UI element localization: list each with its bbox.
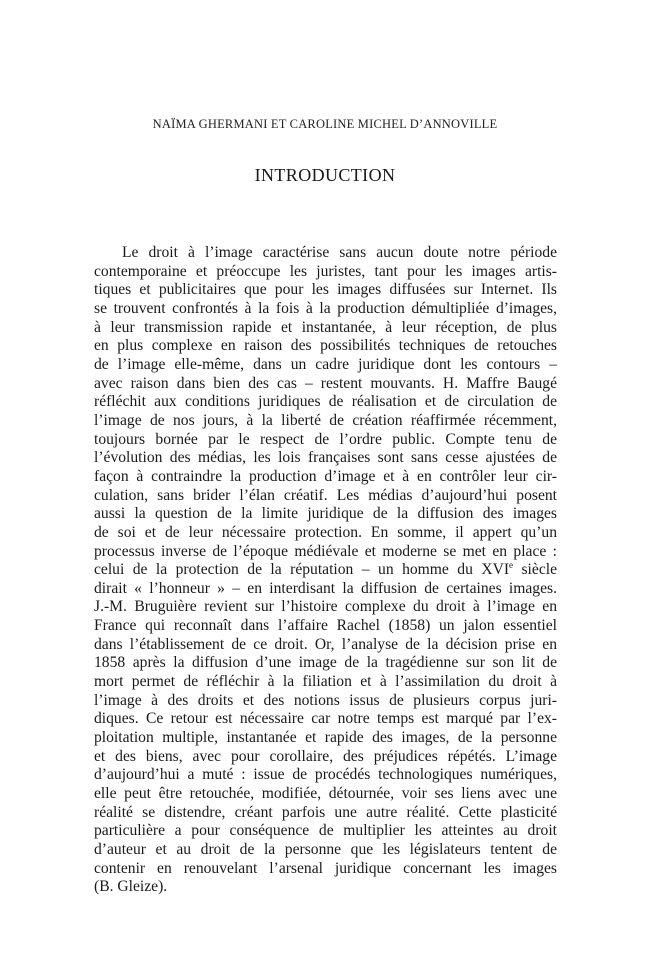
- paragraph-line: elle peut être retouchée, modifiée, détournée, voir ses liens avec une: [94, 785, 557, 803]
- paragraph-line: d’aujourd’hui a muté : issue de procédés technologiques numériques,: [94, 766, 557, 784]
- paragraph-line: se trouvent confrontés à la fois à la production démultipliée d’images,: [94, 299, 557, 317]
- paragraph-line: ploitation multiple, instantanée et rapide des images, de la personne: [94, 729, 557, 747]
- paragraph-line: France qui reconnaît dans l’affaire Rachel (1858) un jalon essentiel: [94, 617, 557, 635]
- paragraph-line: à leur transmission rapide et instantanée, à leur réception, de plus: [94, 318, 557, 336]
- line-tail: siècle: [513, 561, 557, 579]
- paragraph-line: et des biens, avec pour corollaire, des préjudices répétés. L’image: [94, 747, 557, 765]
- paragraph-line: diques. Ce retour est nécessaire car notre temps est marqué par l’ex-: [94, 710, 557, 728]
- paragraph-line: toujours bornée par le respect de l’ordre public. Compte tenu de: [94, 430, 557, 448]
- paragraph-line: tiques et publicitaires que pour les images diffusées sur Internet. Ils: [94, 281, 557, 299]
- paragraph-line: mort permet de réfléchir à la filiation et à l’assimilation du droit à: [94, 673, 557, 691]
- paragraph-line: d’auteur et au droit de la personne que les législateurs tentent de: [94, 841, 557, 858]
- paragraph-line: en plus complexe en raison des possibilités techniques de retouches: [94, 337, 557, 355]
- chapter-title: INTRODUCTION: [254, 165, 396, 185]
- century-superscript: e: [509, 560, 514, 571]
- paragraph-line: aussi la question de la limite juridique de la diffusion des images: [94, 505, 557, 523]
- paragraph-line: 1858 après la diffusion d’une image de la tragédienne sur son lit de: [94, 654, 557, 672]
- paragraph-line: Le droit à l’image caractérise sans aucun doute notre période: [122, 244, 557, 261]
- paragraph-line: contemporaine et préoccupe les juristes, tant pour les images artis-: [94, 262, 557, 280]
- paragraph-line: l’image de nos jours, à la liberté de création réaffirmée récemment,: [94, 411, 557, 429]
- paragraph-line-last: (B. Gleize).: [94, 878, 168, 896]
- paragraph-line: J.-M. Bruguière revient sur l’histoire complexe du droit à l’image en: [94, 598, 557, 616]
- paragraph-line-century: [94, 561, 557, 580]
- paragraph-line: l’image à des droits et des notions issus de plusieurs corpus juri-: [94, 691, 557, 709]
- paragraph-line: dirait « l’honneur » – en interdisant la diffusion de certaines images.: [94, 579, 557, 597]
- paragraph-line: réfléchit aux conditions juridiques de réalisation et de circulation de: [94, 393, 557, 411]
- paragraph-line: réalité se distendre, créant parfois une autre réalité. Cette plasticité: [94, 803, 557, 821]
- paragraph-line: particulière a pour conséquence de multiplier les atteintes au droit: [94, 822, 557, 840]
- paragraph-line: culation, sans brider l’élan créatif. Les médias d’aujourd’hui posent: [94, 486, 557, 504]
- paragraph-line: dans l’établissement de ce droit. Or, l’analyse de la décision prise en: [94, 635, 557, 653]
- line-text: celui de la protection de la réputation – un homme du XVI: [94, 561, 510, 579]
- paragraph-line: contenir en renouvelant l’arsenal juridique concernant les images: [94, 859, 557, 877]
- paragraph-line: avec raison dans bien des cas – restent mouvants. H. Maffre Baugé: [94, 374, 557, 392]
- body-paragraph: [94, 244, 557, 897]
- running-head: NAÏMA GHERMANI ET CAROLINE MICHEL D’ANNOVILLE: [152, 117, 498, 131]
- paragraph-line: l’évolution des médias, les lois françaises sont sans cesse ajustées de: [94, 449, 557, 467]
- paragraph-line: de l’image elle-même, dans un cadre juridique dont les contours –: [94, 355, 557, 373]
- paragraph-line: façon à contraindre la production d’image et à en contrôler leur cir-: [94, 467, 557, 485]
- paragraph-line: processus inverse de l’époque médiévale et moderne se met en place :: [94, 542, 557, 560]
- paragraph-line: de soi et de leur nécessaire protection. En somme, il appert qu’un: [94, 523, 557, 541]
